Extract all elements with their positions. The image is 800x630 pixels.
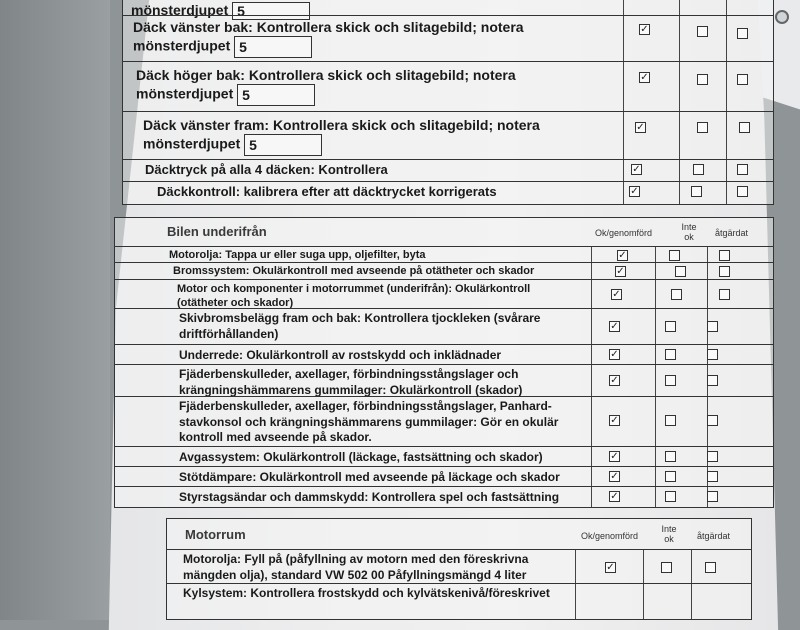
fixed-checkbox[interactable] (737, 74, 748, 85)
column-header-ok: Ok/genomförd (581, 531, 639, 541)
column-header-ok: Ok/genomförd (595, 228, 653, 238)
table-row (115, 344, 773, 365)
tread-depth-value: 5 (249, 137, 257, 154)
row-text: mönsterdjupet (131, 2, 229, 18)
row-text: mönsterdjupet (143, 135, 241, 152)
row-label: Motorolja: Tappa ur eller suga upp, oljefilter, byta (169, 249, 426, 261)
radio-dot-icon (775, 10, 789, 24)
tire-row-label (145, 162, 388, 179)
not-ok-checkbox[interactable] (665, 451, 676, 462)
fixed-checkbox[interactable] (719, 266, 730, 277)
not-ok-checkbox[interactable] (693, 164, 704, 175)
row-label (179, 399, 558, 446)
ok-checkbox[interactable]: ✓ (640, 24, 649, 35)
row-label: Stötdämpare: Okulärkontroll med avseende på läckage och skador (179, 470, 560, 484)
row-text: Däckkontroll: kalibrera efter att däcktrycket korrigerats (157, 184, 497, 199)
row-text: (otätheter och skador) (177, 297, 294, 310)
table-row (115, 308, 773, 345)
tread-depth-value: 5 (237, 3, 245, 20)
row-text: krängningshämmarens gummilager: Okulärkontroll (skador) (179, 382, 523, 397)
row-text: mönsterdjupet (133, 37, 231, 54)
not-ok-checkbox[interactable] (665, 321, 676, 332)
not-ok-checkbox[interactable] (669, 250, 680, 261)
not-ok-checkbox[interactable] (691, 186, 702, 197)
not-ok-checkbox[interactable] (697, 74, 708, 85)
fixed-checkbox[interactable] (737, 28, 748, 39)
table-row (115, 246, 773, 263)
not-ok-checkbox[interactable] (675, 266, 686, 277)
fixed-checkbox[interactable] (719, 250, 730, 261)
fixed-checkbox[interactable] (705, 562, 716, 573)
fixed-checkbox[interactable] (707, 349, 718, 360)
row-text: kontroll med avseende på skador. (179, 430, 372, 445)
table-row (115, 364, 773, 397)
table-row (115, 446, 773, 467)
row-text: Skivbromsbelägg fram och bak: Kontrollera tjockleken (svårare (179, 311, 541, 325)
table-row (167, 549, 751, 584)
ok-checkbox[interactable]: ✓ (616, 266, 625, 277)
tire-section (122, 0, 774, 205)
tread-depth-value: 5 (239, 39, 247, 56)
not-ok-checkbox[interactable] (665, 375, 676, 386)
tire-row-label (136, 66, 516, 106)
ok-checkbox[interactable]: ✓ (636, 122, 645, 133)
table-row (123, 181, 773, 204)
tire-row-label (143, 116, 540, 156)
row-text: Däck vänster bak: Kontrollera skick och slitagebild; notera (133, 19, 524, 35)
row-text: Motorolja: Fyll på (påfyllning av motorn med den föreskrivna (183, 552, 529, 566)
fixed-checkbox[interactable] (707, 321, 718, 332)
not-ok-checkbox[interactable] (697, 122, 708, 133)
table-row (123, 111, 773, 158)
not-ok-checkbox[interactable] (665, 349, 676, 360)
ok-checkbox[interactable]: ✓ (640, 72, 649, 83)
not-ok-checkbox[interactable] (665, 471, 676, 482)
not-ok-checkbox[interactable] (665, 415, 676, 426)
ok-checkbox[interactable]: ✓ (610, 349, 619, 360)
ok-checkbox[interactable]: ✓ (610, 491, 619, 502)
row-text: Motor och komponenter i motorrummet (underifrån): Okulärkontroll (177, 283, 531, 295)
ok-checkbox[interactable]: ✓ (610, 375, 619, 386)
not-ok-checkbox[interactable] (661, 562, 672, 573)
ok-checkbox[interactable]: ✓ (630, 186, 639, 197)
row-label: Underrede: Okulärkontroll av rostskydd och inklädnader (179, 348, 502, 362)
fixed-checkbox[interactable] (719, 289, 730, 300)
row-label: Bromssystem: Okulärkontroll med avseende på otätheter och skador (173, 265, 535, 277)
section-title: Motorrum (185, 527, 246, 542)
row-text: mönsterdjupet (136, 85, 234, 102)
fixed-checkbox[interactable] (707, 375, 718, 386)
background-surface (0, 0, 110, 620)
tire-row-label (133, 18, 524, 58)
row-label (179, 367, 522, 398)
table-row (123, 159, 773, 182)
tread-depth-field[interactable] (234, 36, 312, 58)
row-label (179, 311, 540, 342)
ok-checkbox[interactable]: ✓ (610, 321, 619, 332)
row-label: Avgassystem: Okulärkontroll (läckage, fastsättning och skador) (179, 450, 543, 464)
table-row (123, 15, 773, 60)
ok-checkbox[interactable]: ✓ (610, 451, 619, 462)
section-title: Bilen underifrån (167, 224, 267, 239)
ok-checkbox[interactable]: ✓ (632, 164, 641, 175)
fixed-checkbox[interactable] (737, 186, 748, 197)
row-label (183, 552, 528, 583)
column-header-fixed: åtgärdat (697, 531, 731, 541)
row-label: Styrstagsändar och dammskydd: Kontrollera spel och fastsättning (179, 490, 560, 504)
fixed-checkbox[interactable] (707, 471, 718, 482)
table-row (115, 262, 773, 280)
fixed-checkbox[interactable] (737, 164, 748, 175)
ok-checkbox[interactable]: ✓ (610, 415, 619, 426)
table-row (115, 486, 773, 507)
row-text: Fjäderbenskulleder, axellager, förbindningsstångslager och (179, 367, 519, 381)
fixed-checkbox[interactable] (707, 491, 718, 502)
table-row (167, 583, 751, 620)
fixed-checkbox[interactable] (739, 122, 750, 133)
not-ok-checkbox[interactable] (671, 289, 682, 300)
row-text: driftförhållanden) (179, 326, 279, 341)
row-text: mängden olja), standard VW 502 00 Påfyllningsmängd 4 liter (183, 567, 527, 582)
table-row (115, 279, 773, 309)
row-label: Kylsystem: Kontrollera frostskydd och kylvätskenivå/föreskrivet (183, 586, 550, 600)
ok-checkbox[interactable]: ✓ (612, 289, 621, 300)
column-header-not-ok: Inte ok (681, 222, 697, 242)
not-ok-checkbox[interactable] (665, 491, 676, 502)
tire-row-label (157, 184, 497, 201)
tread-depth-value: 5 (242, 87, 250, 104)
table-row (115, 396, 773, 447)
fixed-checkbox[interactable] (707, 451, 718, 462)
fixed-checkbox[interactable] (707, 415, 718, 426)
column-header-fixed: åtgärdat (715, 228, 749, 238)
row-text: Fjäderbenskulleder, axellager, förbindningsstångslager, Panhard- (179, 399, 552, 413)
ok-checkbox[interactable]: ✓ (610, 471, 619, 482)
tread-depth-field[interactable] (237, 84, 315, 106)
row-text: Däcktryck på alla 4 däcken: Kontrollera (145, 162, 388, 177)
engine-bay-section (166, 518, 752, 620)
column-header-not-ok: Inte ok (661, 524, 677, 544)
table-row (115, 466, 773, 487)
row-text: Däck höger bak: Kontrollera skick och slitagebild; notera (136, 67, 516, 83)
not-ok-checkbox[interactable] (697, 26, 708, 37)
row-text: Däck vänster fram: Kontrollera skick och slitagebild; notera (143, 117, 540, 133)
ok-checkbox[interactable]: ✓ (606, 562, 615, 573)
ok-checkbox[interactable]: ✓ (618, 250, 627, 261)
row-label (177, 282, 530, 311)
underside-section (114, 217, 774, 508)
tread-depth-field[interactable] (244, 134, 322, 156)
row-text: stavkonsol och krängningshämmarens gummilager: Gör en okulär (179, 414, 559, 429)
table-row (123, 61, 773, 110)
